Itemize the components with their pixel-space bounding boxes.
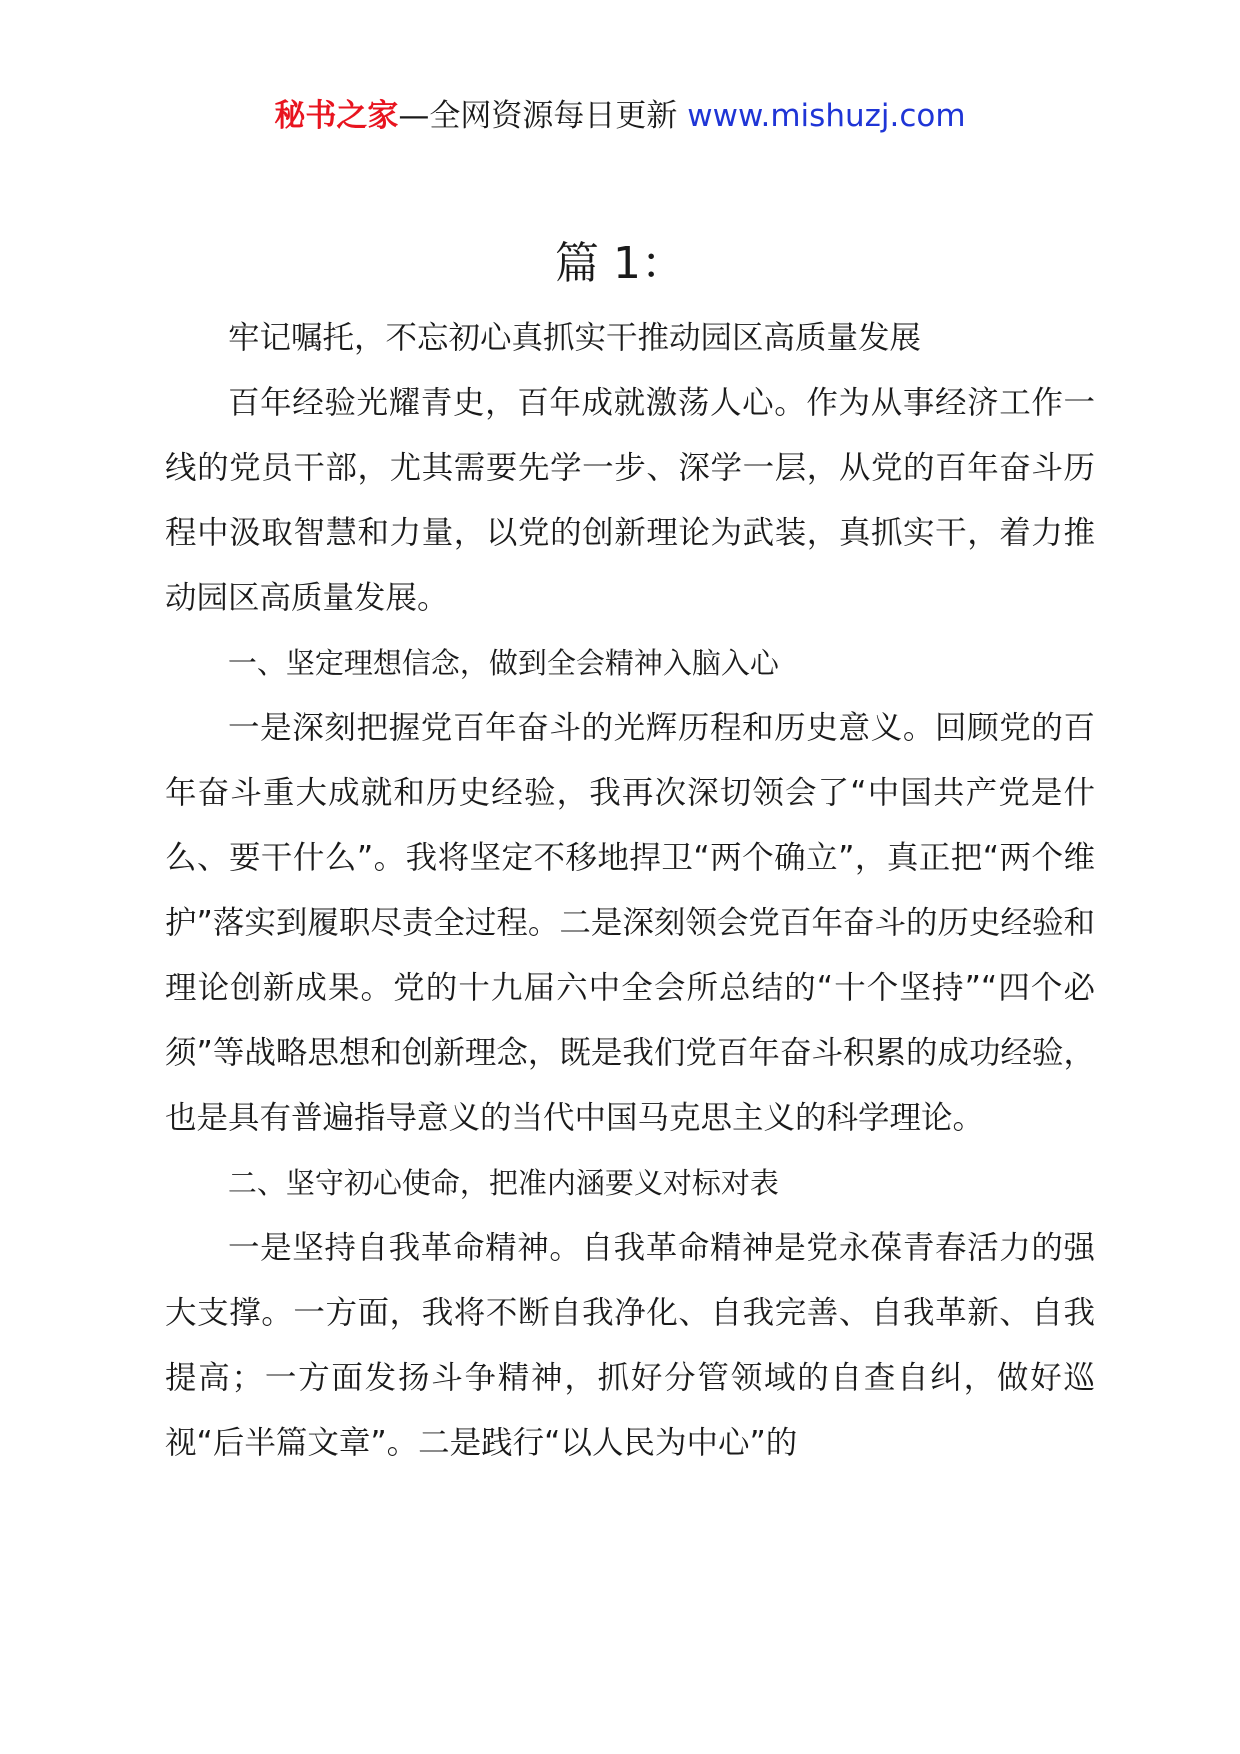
intro-paragraph: 百年经验光耀青史，百年成就激荡人心。作为从事经济工作一线的党员干部，尤其需要先学一步、深学一层，从党的百年奋斗历程中汲取智慧和力量，以党的创新理论为武装，真抓实干，着力推动园区高质量发展。 bbox=[165, 385, 1095, 616]
document-title: 篇 1： bbox=[555, 238, 685, 289]
document-body bbox=[165, 306, 1095, 1476]
brand-name: 秘书之家 bbox=[274, 98, 399, 134]
site-url-link[interactable]: www.mishuzj.com bbox=[687, 98, 966, 134]
header-tagline: —全网资源每日更新 bbox=[398, 98, 678, 134]
section-2-paragraph: 一是坚持自我革命精神。自我革命精神是党永葆青春活力的强大支撑。一方面，我将不断自我净化、自我完善、自我革新、自我提高；一方面发扬斗争精神，抓好分管领域的自查自纠，做好巡视“后半篇文章”。二是践行“以人民为中心”的 bbox=[165, 1230, 1095, 1461]
section-heading-1: 一、坚定理想信念，做到全会精神入脑入心 bbox=[227, 646, 779, 680]
article-subtitle: 牢记嘱托，不忘初心真抓实干推动园区高质量发展 bbox=[228, 320, 922, 356]
section-heading-2: 二、坚守初心使命，把准内涵要义对标对表 bbox=[227, 1166, 779, 1200]
header-banner bbox=[0, 98, 1240, 135]
section-1-paragraph: 一是深刻把握党百年奋斗的光辉历程和历史意义。回顾党的百年奋斗重大成就和历史经验，我再次深切领会了“中国共产党是什么、要干什么”。我将坚定不移地捍卫“两个确立”，真正把“两个维护”落实到履职尽责全过程。二是深刻领会党百年奋斗的历史经验和理论创新成果。党的十九届六中全会所总结的“十个坚持”“四个必须”等战略思想和创新理念，既是我们党百年奋斗积累的成功经验，也是具有普遍指导意义的当代中国马克思主义的科学理论。 bbox=[165, 710, 1095, 1136]
